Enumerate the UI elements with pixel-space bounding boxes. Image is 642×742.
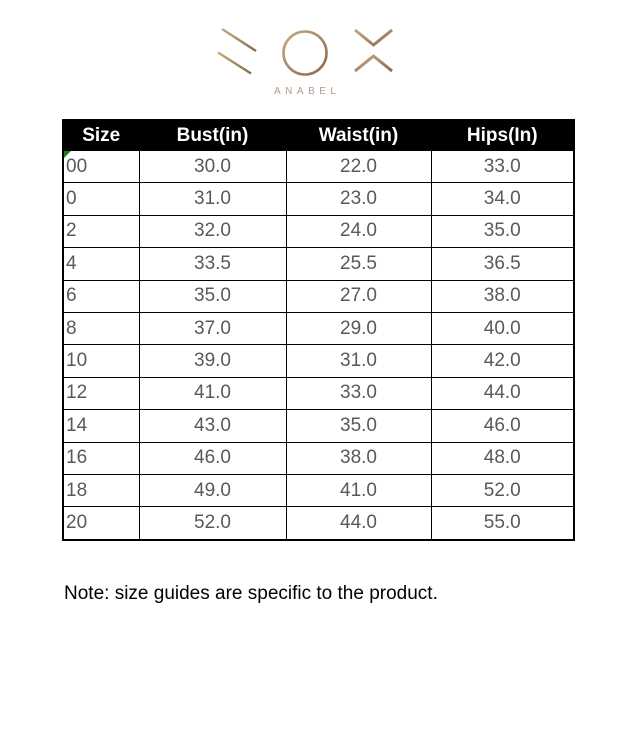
size-cell: 14 bbox=[63, 410, 139, 442]
size-cell: 0 bbox=[63, 183, 139, 215]
measurement-cell: 42.0 bbox=[431, 345, 574, 377]
measurement-cell: 52.0 bbox=[139, 507, 286, 540]
measurement-cell: 55.0 bbox=[431, 507, 574, 540]
measurement-cell: 41.0 bbox=[139, 377, 286, 409]
note-text: Note: size guides are specific to the product. bbox=[64, 583, 438, 604]
measurement-cell: 52.0 bbox=[431, 474, 574, 506]
measurement-cell: 35.0 bbox=[431, 215, 574, 247]
measurement-cell: 35.0 bbox=[139, 280, 286, 312]
size-cell: 2 bbox=[63, 215, 139, 247]
measurement-cell: 44.0 bbox=[286, 507, 431, 540]
nox-logo-icon bbox=[215, 27, 395, 77]
measurement-cell: 48.0 bbox=[431, 442, 574, 474]
size-cell: 10 bbox=[63, 345, 139, 377]
measurement-cell: 40.0 bbox=[431, 312, 574, 344]
table-row bbox=[63, 377, 574, 409]
size-chart-body bbox=[63, 151, 574, 540]
measurement-cell: 33.0 bbox=[431, 151, 574, 183]
measurement-cell: 32.0 bbox=[139, 215, 286, 247]
table-row bbox=[63, 280, 574, 312]
column-header-hips: Hips(In) bbox=[431, 120, 574, 151]
brand-subtitle: ANABEL bbox=[274, 86, 341, 97]
measurement-cell: 33.5 bbox=[139, 248, 286, 280]
size-cell: 8 bbox=[63, 312, 139, 344]
measurement-cell: 49.0 bbox=[139, 474, 286, 506]
table-row bbox=[63, 215, 574, 247]
measurement-cell: 29.0 bbox=[286, 312, 431, 344]
measurement-cell: 33.0 bbox=[286, 377, 431, 409]
measurement-cell: 31.0 bbox=[286, 345, 431, 377]
measurement-cell: 46.0 bbox=[431, 410, 574, 442]
size-cell: 16 bbox=[63, 442, 139, 474]
measurement-cell: 37.0 bbox=[139, 312, 286, 344]
size-cell: 00 bbox=[63, 151, 139, 183]
logo-letter-x bbox=[355, 30, 392, 71]
measurement-cell: 25.5 bbox=[286, 248, 431, 280]
size-chart-table bbox=[62, 119, 575, 541]
table-row bbox=[63, 474, 574, 506]
size-cell: 4 bbox=[63, 248, 139, 280]
table-row bbox=[63, 248, 574, 280]
measurement-cell: 35.0 bbox=[286, 410, 431, 442]
header-row bbox=[63, 120, 574, 151]
measurement-cell: 38.0 bbox=[431, 280, 574, 312]
table-row bbox=[63, 345, 574, 377]
logo-letter-o bbox=[284, 32, 327, 75]
measurement-cell: 23.0 bbox=[286, 183, 431, 215]
brand-logo bbox=[215, 27, 395, 97]
measurement-cell: 22.0 bbox=[286, 151, 431, 183]
measurement-cell: 31.0 bbox=[139, 183, 286, 215]
table-row bbox=[63, 410, 574, 442]
table-row bbox=[63, 312, 574, 344]
table-row bbox=[63, 442, 574, 474]
size-cell: 18 bbox=[63, 474, 139, 506]
size-cell: 12 bbox=[63, 377, 139, 409]
measurement-cell: 39.0 bbox=[139, 345, 286, 377]
measurement-cell: 38.0 bbox=[286, 442, 431, 474]
measurement-cell: 43.0 bbox=[139, 410, 286, 442]
size-cell: 6 bbox=[63, 280, 139, 312]
table-row bbox=[63, 151, 574, 183]
column-header-bust: Bust(in) bbox=[139, 120, 286, 151]
measurement-cell: 30.0 bbox=[139, 151, 286, 183]
cell-flag-triangle-icon bbox=[64, 151, 71, 158]
measurement-cell: 27.0 bbox=[286, 280, 431, 312]
column-header-size: Size bbox=[63, 120, 139, 151]
measurement-cell: 46.0 bbox=[139, 442, 286, 474]
logo-letter-n bbox=[218, 29, 256, 74]
column-header-waist: Waist(in) bbox=[286, 120, 431, 151]
measurement-cell: 24.0 bbox=[286, 215, 431, 247]
measurement-cell: 41.0 bbox=[286, 474, 431, 506]
table-row bbox=[63, 507, 574, 540]
table-row bbox=[63, 183, 574, 215]
size-cell: 20 bbox=[63, 507, 139, 540]
measurement-cell: 34.0 bbox=[431, 183, 574, 215]
measurement-cell: 36.5 bbox=[431, 248, 574, 280]
measurement-cell: 44.0 bbox=[431, 377, 574, 409]
